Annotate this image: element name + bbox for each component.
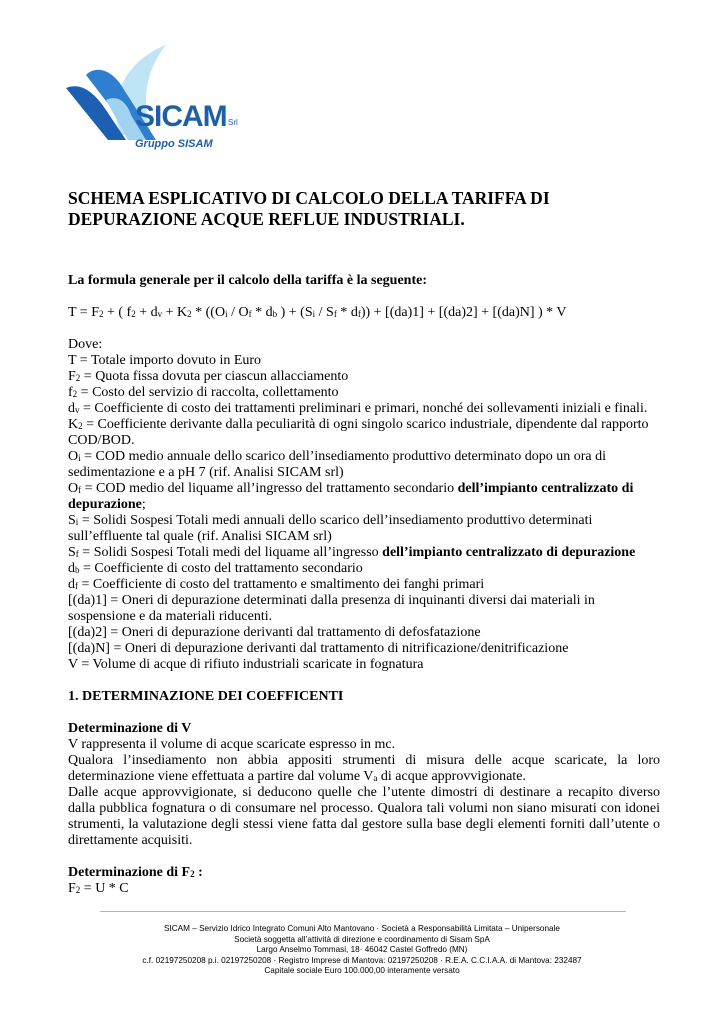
def-df: $d_f$ = Coefficiente di costo del trattamento e smaltimento dei fanghi primari [68,577,485,592]
footer-line-1: SICAM – Servizio Idrico Integrato Comuni Alto Mantovano · Società a Responsabilità Limitata – Unipersonale [164,924,560,933]
def-T: T = Totale importo dovuto in Euro [68,353,262,368]
logo-brand-text: SICAM [135,100,227,133]
def-dv: $d_v$ = Coefficiente di costo dei trattamenti preliminari e primari, nonché dei sollevamenti iniziali e finali. [68,401,648,416]
def-Oi: $O_i$ = COD medio annuale dello scarico dell’insediamento produttivo determinato dopo un ora di sedimentazione e a pH 7 (rif. Analisi SICAM srl) [68,449,607,480]
heading-determinazione-V: Determinazione di V [68,721,192,736]
def-F2: $F_2$ = Quota fissa dovuta per ciascun allacciamento [68,369,349,384]
def-f2: $f_2$ = Costo del servizio di raccolta, collettamento [68,385,339,400]
def-daN: [(da)N] = Oneri di depurazione derivanti dal trattamento di nitrificazione/denitrificazione [68,641,569,656]
footer-line-2: Società soggetta all’attività di direzione e coordinamento di Sisam SpA [234,934,490,944]
document-body [68,188,660,897]
footer-divider [100,911,626,912]
F2-equation: $F_2 = U * C$ [68,881,129,896]
document-title: SCHEMA ESPLICATIVO DI CALCOLO DELLA TARIFFA DI DEPURAZIONE ACQUE REFLUE INDUSTRIALI. [68,188,550,229]
intro-text: La formula generale per il calcolo della tariffa è la seguente: [68,273,427,288]
def-da2: [(da)2] = Oneri di depurazione derivanti dal trattamento di defosfatazione [68,625,481,640]
logo-srl-text: Srl [228,118,238,127]
page-footer [60,924,664,977]
footer-line-4: c.f. 02197250208 p.i. 02197250208 · Registro Imprese di Mantova: 02197250208 · R.E.A. C.C.I.A.A. di Mantova: 232487 [142,955,582,965]
footer-line-5: Capitale sociale Euro 100.000,00 interamente versato [264,966,460,975]
footer-line-3: Largo Anselmo Tommasi, 18· 46042 Castel Goffredo (MN) [256,945,468,954]
def-Of: $O_f$ = COD medio del liquame all’ingresso del trattamento secondario dell’impianto centralizzato di depurazione; [68,481,634,512]
tariff-formula: $T = F_2$ + ( $f_2 + d_v + K_2 * ((O_i / O_f * d_b$ ) + $(S_i / S_f * d_f)) + [(da)1] + [(da)2] + [(da)N]$ ) * V [68,305,567,320]
def-K2: $K_2$ = Coefficiente derivante dalla peculiarità di ogni singolo scarico industriale, dipendente dal rapporto COD/BOD. [68,417,649,448]
detV-paragraph-1: V rappresenta il volume di acque scaricate espresso in mc. [68,737,396,752]
def-V: V = Volume di acque di rifiuto industriali scaricate in fognatura [68,657,424,672]
logo-group-text: Gruppo SISAM [135,138,213,150]
def-Sf: $S_f$ = Solidi Sospesi Totali medi del liquame all’ingresso dell’impianto centralizzato di depurazione [68,545,636,560]
def-da1: [(da)1] = Oneri di depurazione determinati dalla presenza di inquinanti diversi dai materiali in sospensione e da materiali riducenti. [68,593,595,624]
heading-determinazione-F2: Determinazione di $F_2$ : [68,865,203,880]
detV-paragraph-2: Qualora l’insediamento non abbia appositi strumenti di misura delle acque scaricate, la loro determinazione viene effettuata a partire dal volume $V_a$ di acque approvvigionate. [68,753,660,784]
detV-paragraph-3: Dalle acque approvvigionate, si deducono quelle che l’utente dimostri di destinare a recapito diverso dalla pubblica fognatura o di consumare nel processo. Qualora tali volumi non siano misurati con idonei strumenti, la valutazione degli stessi viene fatta dal gestore sulla base degli elementi forniti dall’utente o direttamente acquisiti. [68,785,660,848]
dove-label: Dove: [68,337,103,352]
section-heading-coefficienti: 1. DETERMINAZIONE DEI COEFFICENTI [68,689,344,704]
def-db: $d_b$ = Coefficiente di costo del trattamento secondario [68,561,363,576]
def-Si: $S_i$ = Solidi Sospesi Totali medi annuali dello scarico dell’insediamento produttivo determinati sull’effluente tal quale (rif. Analisi SICAM srl) [68,513,593,544]
